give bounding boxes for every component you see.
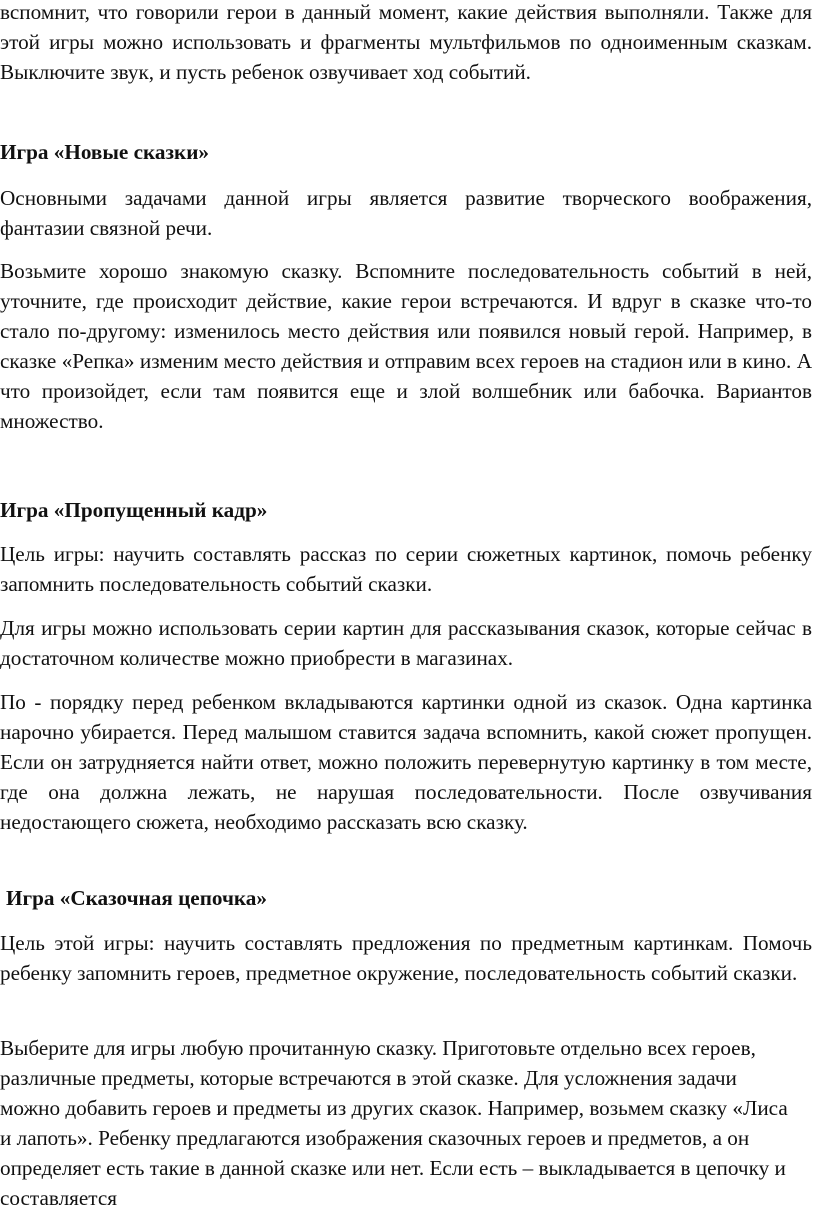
heading-new-fairy-tales: Игра «Новые сказки» — [0, 140, 210, 164]
paragraph-fairy-chain-rules: Выберите для игры любую прочитанную сказку. Приготовьте отдельно всех героев, различные предметы, которые встречаются в этой сказке. Для усложнения задачи можно добавить героев и предметы из других сказок. Например, возьмем сказку «Лиса и лапоть». Ребенку предлагаются изображения сказочных героев и предметов, а он определяет есть такие в данной сказке или нет. Если есть – выкладывается в цепочку и составляется — [0, 1036, 788, 1210]
paragraph-continuation: вспомнит, что говорили герои в данный момент, какие действия выполняли. Также для этой игры можно использовать и фрагменты мультфильмов по одноименным сказкам. Выключите звук, и пусть ребенок озвучивает ход событий. — [0, 0, 812, 84]
heading-missing-frame: Игра «Пропущенный кадр» — [0, 498, 268, 522]
paragraph-missing-frame-materials: Для игры можно использовать серии картин для рассказывания сказок, которые сейчас в достаточном количестве можно приобрести в магазинах. — [0, 616, 812, 670]
paragraph-new-tales-description: Возьмите хорошо знакомую сказку. Вспомните последовательность событий в ней, уточните, где происходит действие, какие герои встречаются. И вдруг в сказке что-то стало по-другому: изменилось место действия или появился новый герой. Например, в сказке «Репка» изменим место действия и отправим всех героев на стадион или в кино. А что произойдет, если там появится еще и злой волшебник или бабочка. Вариантов множество. — [0, 259, 812, 433]
paragraph-new-tales-goals: Основными задачами данной игры является развитие творческого воображения, фантазии связной речи. — [0, 186, 812, 240]
paragraph-missing-frame-rules: По - порядку перед ребенком вкладываются картинки одной из сказок. Одна картинка нарочно убирается. Перед малышом ставится задача вспомнить, какой сюжет пропущен. Если он затрудняется найти ответ, можно положить перевернутую картинку в том месте, где она должна лежать, не нарушая последовательности. После озвучивания недостающего сюжета, необходимо рассказать всю сказку. — [0, 690, 812, 834]
heading-fairy-chain: Игра «Сказочная цепочка» — [6, 886, 267, 910]
paragraph-fairy-chain-goal: Цель этой игры: научить составлять предложения по предметным картинкам. Помочь ребенку запомнить героев, предметное окружение, последовательность событий сказки. — [0, 931, 812, 985]
paragraph-missing-frame-goal: Цель игры: научить составлять рассказ по серии сюжетных картинок, помочь ребенку запомнить последовательность событий сказки. — [0, 542, 812, 596]
